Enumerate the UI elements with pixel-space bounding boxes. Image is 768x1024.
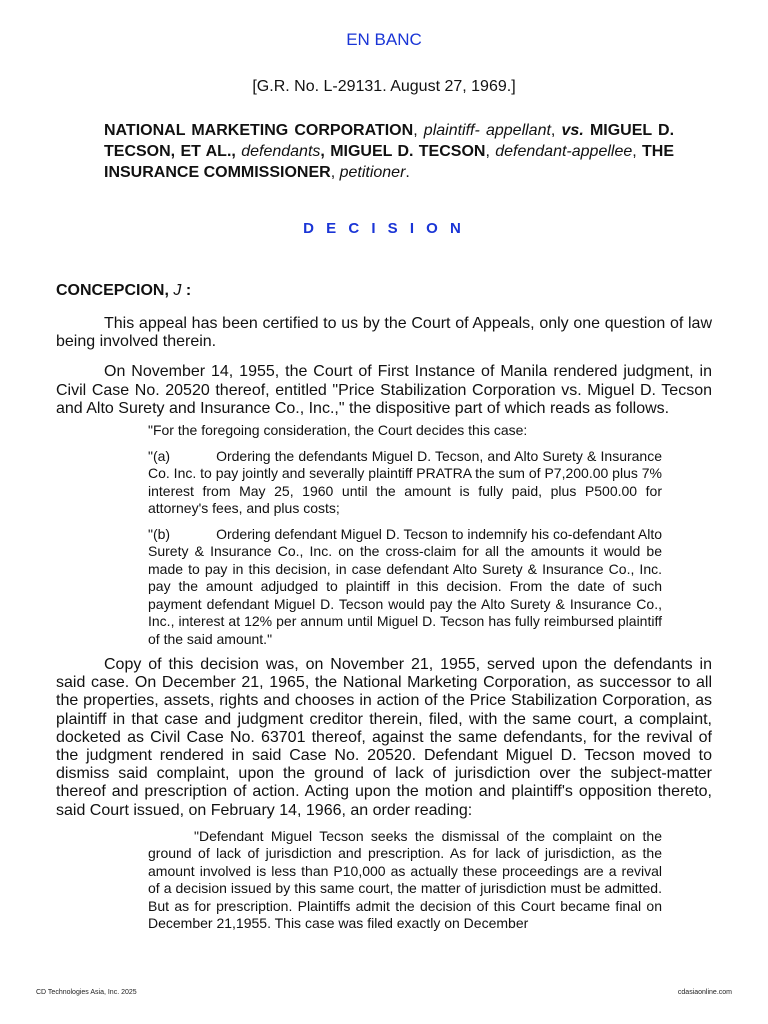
- quote-order-text: "Defendant Miguel Tecson seeks the dismissal of the complaint on the ground of lack of jurisdiction and prescription. As for lack of jurisdiction, as the amount involved is less than P10,000 as actually these proceedings are a revival of a decision issued by this same court, the matter of jurisdiction must be admitted. But as for prescription. Plaintiffs admit the decision of this Court became final on December 21,1955. This case was filed exactly on December: [148, 827, 662, 932]
- party-petitioner: THE INSURANCE COMMISSIONER: [104, 143, 675, 181]
- party-defendants-role: defendants: [241, 143, 321, 160]
- party-appellee-role: defendant-appellee: [495, 143, 633, 160]
- quote-intro: "For the foregoing consideration, the Court decides this case:: [148, 422, 528, 439]
- ponente-name: CONCEPCION,: [56, 282, 169, 299]
- ponente-title: J: [173, 282, 182, 299]
- quote-item-b-label: "(b): [148, 525, 171, 542]
- quote-item-a: [148, 448, 662, 518]
- footer-publisher: CD Technologies Asia, Inc. 2025: [36, 989, 137, 996]
- ponente-suffix: :: [185, 282, 192, 299]
- quoted-judgment: [148, 422, 662, 648]
- quoted-order: [148, 828, 662, 933]
- quote-item-a-text: Ordering the defendants Miguel D. Tecson, and Alto Surety & Insurance Co. Inc. to pay jointly and severally plaintiff PRATRA the sum of P7,200.00 plus 7% interest from May 25, 1960 until the amount is fully paid, plus P500.00 for attorney's fees, and plus costs;: [148, 447, 662, 517]
- party-plaintiff: NATIONAL MARKETING CORPORATION: [104, 122, 414, 139]
- party-petitioner-role: petitioner: [339, 164, 406, 181]
- party-defendants: MIGUEL D. TECSON, ET AL.,: [104, 122, 675, 160]
- quote-item-b-text: Ordering defendant Miguel D. Tecson to indemnify his co-defendant Alto Surety & Insurance Co., Inc. on the cross-claim for all the amounts it would be made to pay in this decision, in case defendant Alto Surety & Insurance Co., Inc. pay the amount adjudged to plaintiff in this decision. From the date of such payment defendant Miguel D. Tecson would pay the Alto Surety & Insurance Co., Inc., interest at 12% per annum until Miguel D. Tecson has fully reimbursed plaintiff of the said amount.": [148, 525, 662, 647]
- ponente: [56, 282, 191, 300]
- quote-item-a-label: "(a): [148, 447, 171, 464]
- party-appellee: MIGUEL D. TECSON: [330, 143, 486, 160]
- quote-item-b: [148, 526, 662, 649]
- decision-body: [56, 315, 712, 941]
- decision-title: D E C I S I O N: [303, 220, 465, 237]
- footer-website: cdasiaonline.com: [677, 989, 732, 996]
- paragraph-1: This appeal has been certified to us by the Court of Appeals, only one question of law being involved therein.: [56, 315, 712, 351]
- paragraph-3: Copy of this decision was, on November 21, 1955, served upon the defendants in said case. On December 21, 1965, the National Marketing Corporation, as successor to all the properties, assets, rights and chooses in action of the Price Stabilization Corporation, as plaintiff in that case and judgment creditor therein, filed, with the same court, a complaint, docketed as Civil Case No. 63701 thereof, against the same defendants, for the revival of the judgment rendered in said Case No. 20520. Defendant Miguel D. Tecson moved to dismiss said complaint, upon the ground of lack of jurisdiction over the subject-matter thereof and prescription of action. Acting upon the motion and plaintiff's opposition thereto, said Court issued, on February 14, 1966, an order reading:: [56, 656, 712, 819]
- paragraph-2: On November 14, 1955, the Court of First Instance of Manila rendered judgment, in Civil Case No. 20520 thereof, entitled "Price Stabilization Corporation vs. Miguel D. Tecson and Alto Surety and Insurance Co., Inc.," the dispositive part of which reads as follows.: [56, 363, 712, 417]
- court-division: EN BANC: [346, 30, 422, 49]
- party-plaintiff-role: plaintiff- appellant: [423, 122, 551, 139]
- case-parties: NATIONAL MARKETING CORPORATION, plaintiff- appellant, vs. MIGUEL D. TECSON, ET AL., defendants, MIGUEL D. TECSON, defendant-appellee, THE INSURANCE COMMISSIONER, petitioner.: [104, 122, 675, 181]
- case-number: [G.R. No. L-29131. August 27, 1969.]: [252, 78, 516, 95]
- versus: vs.: [561, 122, 584, 139]
